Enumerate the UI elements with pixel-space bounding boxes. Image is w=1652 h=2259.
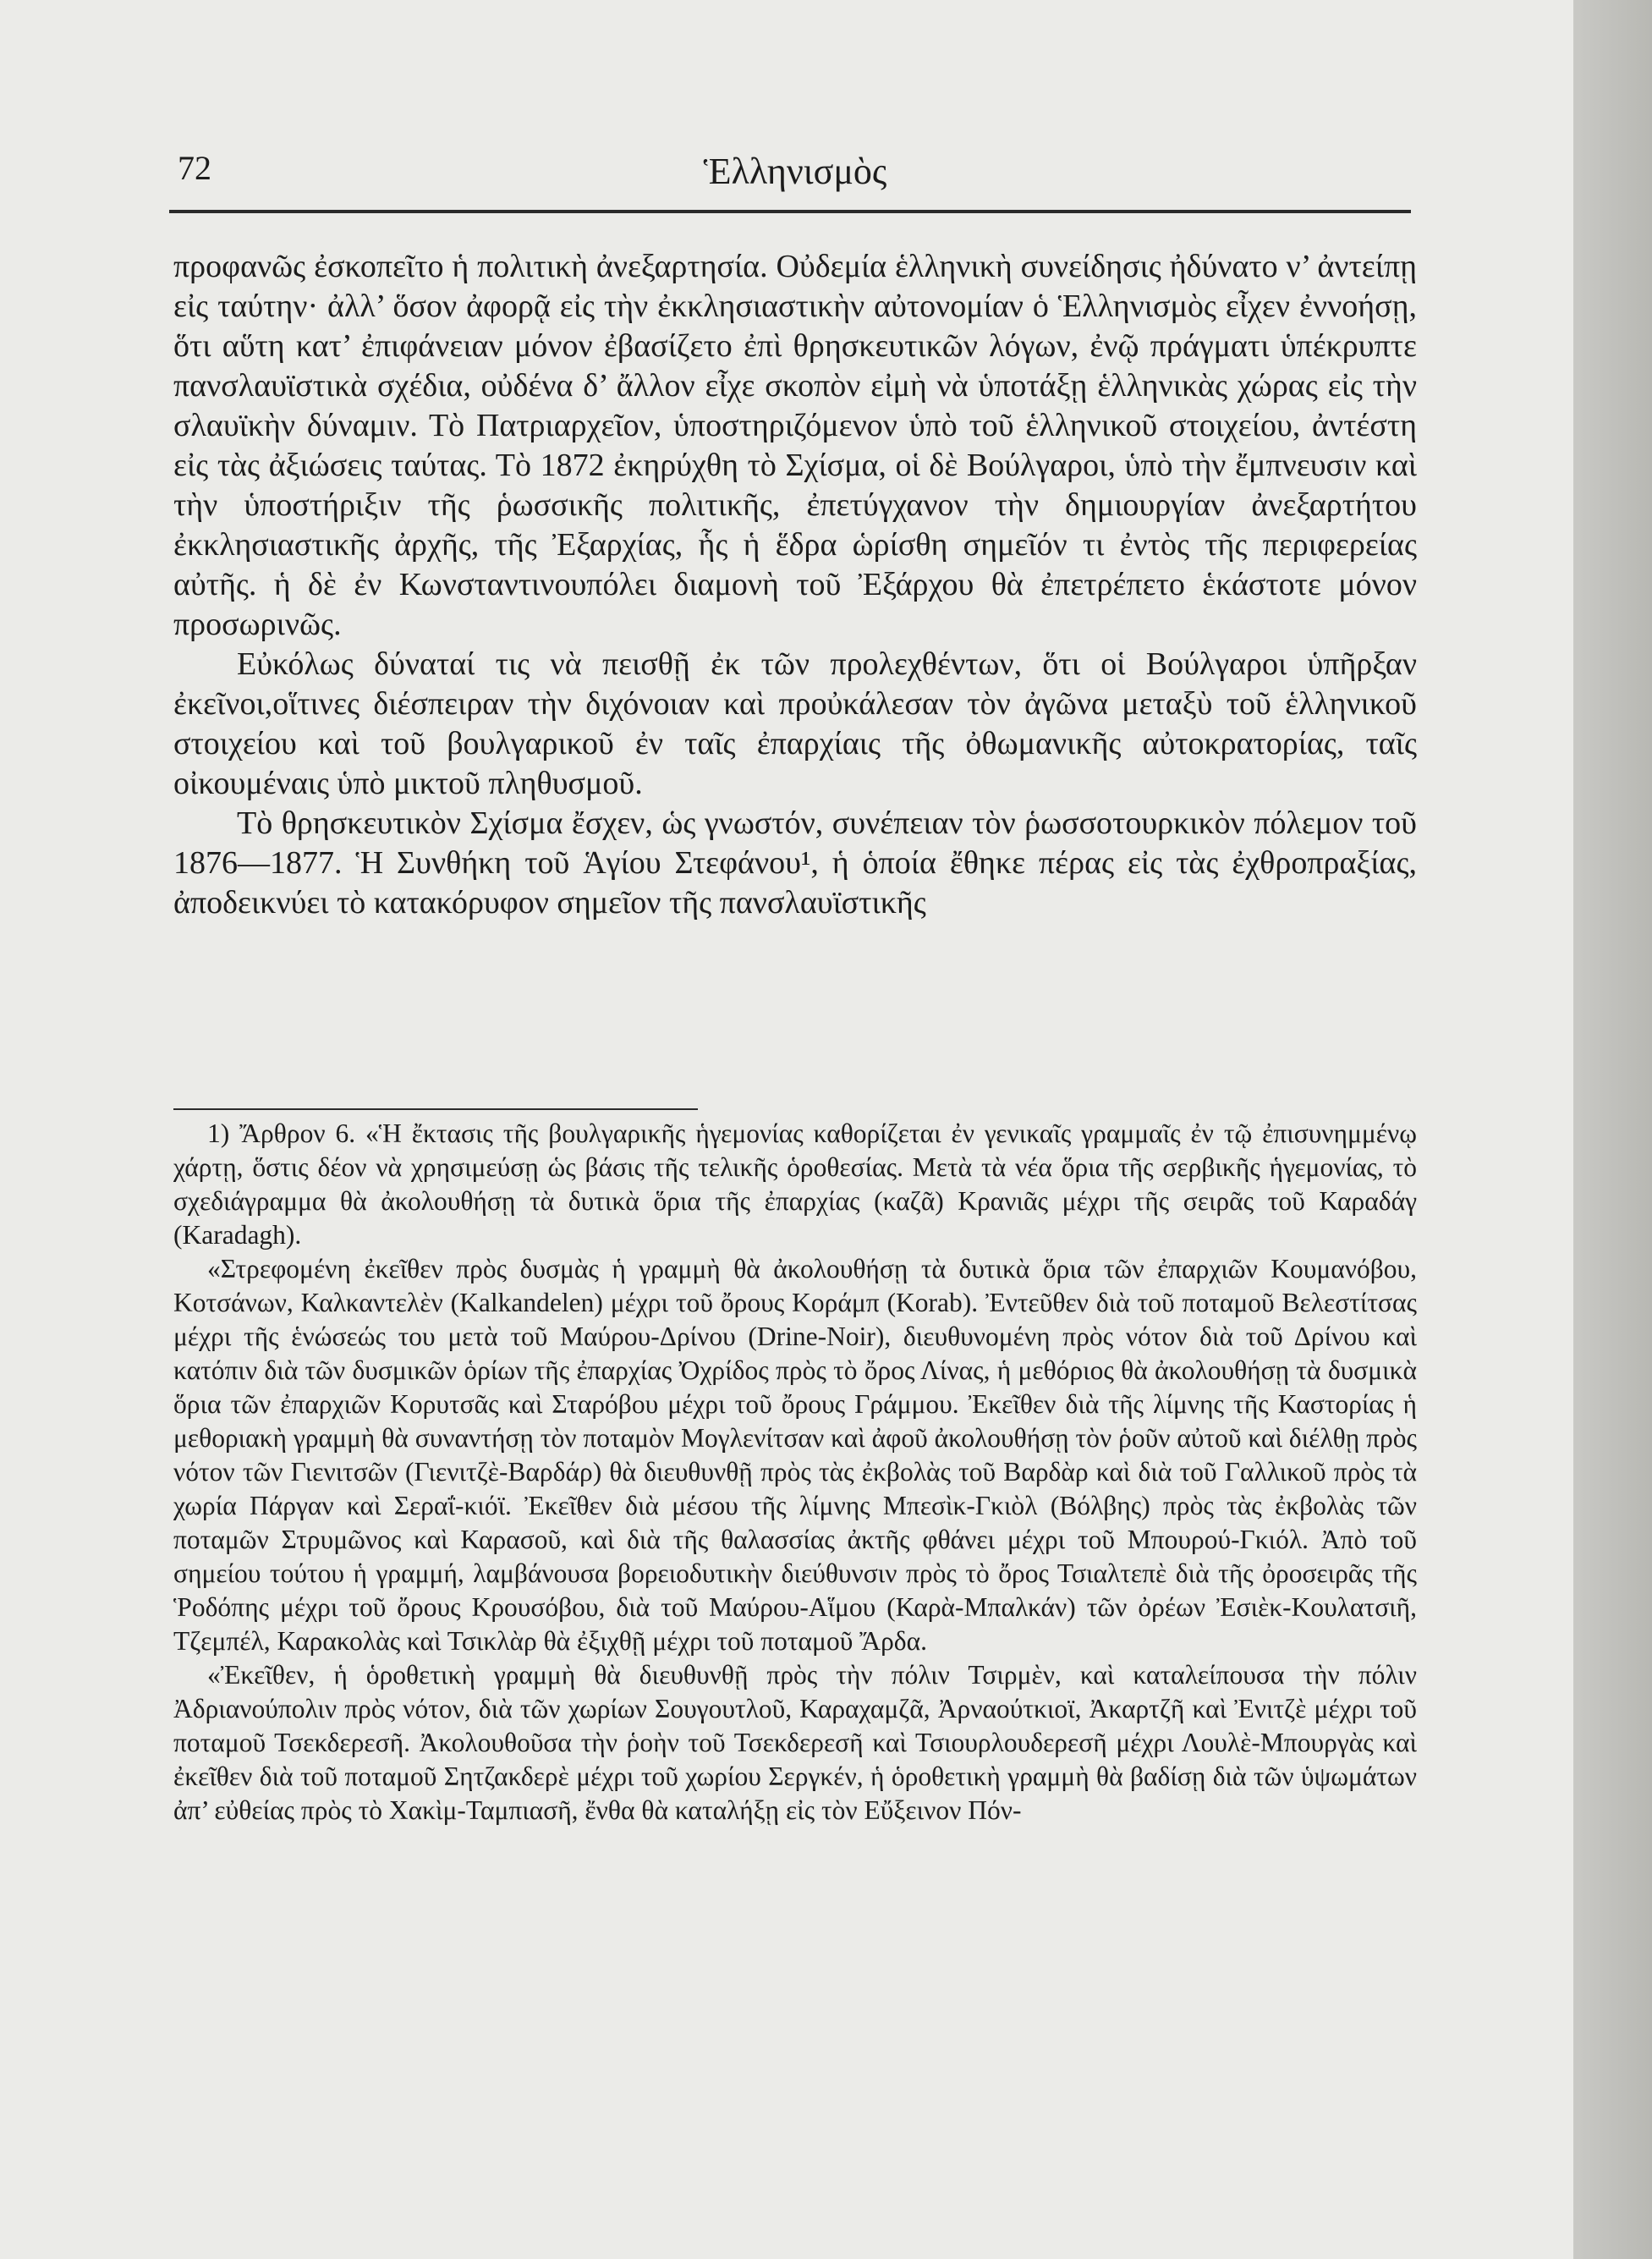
page-edge — [1573, 0, 1652, 2259]
footnote-paragraph-2: «Στρεφομένη ἐκεῖθεν πρὸς δυσμὰς ἡ γραμμὴ θὰ ἀκολουθήσῃ τὰ δυτικὰ ὅρια τῶν ἐπαρχιῶν Κουμανόβου, Κοτσάνων, Καλκαντελὲν (Kalkandelen) μέχρι τοῦ ὄρους Κοράμπ (Korab). Ἐντεῦθεν διὰ τοῦ ποταμοῦ Βελεστίτσας μέχρι τῆς ἑνώσεώς του μετὰ τοῦ Μαύρου-Δρίνου (Drine-Noir), διευθυνομένη πρὸς νότον διὰ τοῦ Δρίνου καὶ κατόπιν διὰ τῶν δυσμικῶν ὁρίων τῆς ἐπαρχίας Ὀχρίδος πρὸς τὸ ὄρος Λίνας, ἡ μεθόριος θὰ ἀκολουθήσῃ τὰ δυσμικὰ ὅρια τῶν ἐπαρχιῶν Κορυτσᾶς καὶ Σταρόβου μέχρι τοῦ ὄρους Γράμμου. Ἐκεῖθεν διὰ τῆς λίμνης τῆς Καστορίας ἡ μεθοριακὴ γραμμὴ θὰ συναντήσῃ τὸν ποταμὸν Μογλενίτσαν καὶ ἀφοῦ ἀκολουθήσῃ τὸν ῥοῦν αὐτοῦ καὶ διέλθῃ πρὸς νότον τῶν Γιενιτσῶν (Γιενιτζὲ-Βαρδάρ) θὰ διευθυνθῇ πρὸς τὰς ἐκβολὰς τοῦ Βαρδὰρ καὶ διὰ τοῦ Γαλλικοῦ πρὸς τὰ χωρία Πάργαν καὶ Σεραΐ-κιόϊ. Ἐκεῖθεν διὰ μέσου τῆς λίμνης Μπεσὶκ-Γκιὸλ (Βόλβης) πρὸς τὰς ἐκβολὰς τῶν ποταμῶν Στρυμῶνος καὶ Καρασοῦ, καὶ διὰ τῆς θαλασσίας ἀκτῆς φθάνει μέχρι τοῦ Μπουρού-Γκιόλ. Ἀπὸ τοῦ σημείου τούτου ἡ γραμμή, λαμβάνουσα βορειοδυτικὴν διεύθυνσιν πρὸς τὸ ὄρος Τσιαλτεπὲ διὰ τῆς ὀροσειρᾶς τῆς Ῥοδόπης μέχρι τοῦ ὄρους Κρουσόβου, διὰ τοῦ Μαύρου-Αἵμου (Καρὰ-Μπαλκάν) τῶν ὀρέων Ἐσιὲκ-Κουλατσιῆ, Τζεμπέλ, Καρακολὰς καὶ Τσικλὰρ θὰ ἐξιχθῇ μέχρι τοῦ ποταμοῦ Ἄρδα. — [173, 1254, 1417, 1656]
main-text — [173, 247, 1417, 923]
body-paragraph-3: Τὸ θρησκευτικὸν Σχίσμα ἔσχεν, ὡς γνωστόν, συνέπειαν τὸν ῥωσσοτουρκικὸν πόλεμον τοῦ 1876—1877. Ἡ Συνθήκη τοῦ Ἁγίου Στεφάνου¹, ἡ ὁποία ἔθηκε πέρας εἰς τὰς ἐχθροπραξίας, ἀποδεικνύει τὸ κατακόρυφον σημεῖον τῆς πανσλαυϊστικῆς — [173, 805, 1417, 921]
body-paragraph-1: προφανῶς ἐσκοπεῖτο ἡ πολιτικὴ ἀνεξαρτησία. Οὐδεμία ἑλληνικὴ συνείδησις ἠδύνατο ν’ ἀντείπῃ εἰς ταύτην· ἀλλ’ ὅσον ἀφορᾷ εἰς τὴν ἐκκλησιαστικὴν αὐτονομίαν ὁ Ἑλληνισμὸς εἶχεν ἐννοήσῃ, ὅτι αὕτη κατ’ ἐπιφάνειαν μόνον ἐβασίζετο ἐπὶ θρησκευτικῶν λόγων, ἐνῷ πράγματι ὑπέκρυπτε πανσλαυϊστικὰ σχέδια, οὐδένα δ’ ἄλλον εἶχε σκοπὸν εἰμὴ νὰ ὑποτάξῃ ἑλληνικὰς χώρας εἰς τὴν σλαυϊκὴν δύναμιν. Τὸ Πατριαρχεῖον, ὑποστηριζόμενον ὑπὸ τοῦ ἑλληνικοῦ στοιχείου, ἀντέστη εἰς τὰς ἀξιώσεις ταύτας. Τὸ 1872 ἐκηρύχθη τὸ Σχίσμα, οἱ δὲ Βούλγαροι, ὑπὸ τὴν ἔμπνευσιν καὶ τὴν ὑποστήριξιν τῆς ῥωσσικῆς πολιτικῆς, ἐπετύγχανον τὴν δημιουργίαν ἀνεξαρτήτου ἐκκλησιαστικῆς ἀρχῆς, τῆς Ἐξαρχίας, ἧς ἡ ἕδρα ὡρίσθη σημεῖόν τι ἐντὸς τῆς περιφερείας αὐτῆς. ἡ δὲ ἐν Κωνσταντινουπόλει διαμονὴ τοῦ Ἐξάρχου θὰ ἐπετρέπετο ἑκάστοτε μόνον προσωρινῶς. — [173, 249, 1417, 642]
page-number: 72 — [178, 149, 211, 187]
page-header — [178, 140, 1413, 199]
footnote-paragraph-3: «Ἐκεῖθεν, ἡ ὁροθετικὴ γραμμὴ θὰ διευθυνθῇ πρὸς τὴν πόλιν Τσιρμὲν, καὶ καταλείπουσα τὴν πόλιν Ἀδριανούπολιν πρὸς νότον, διὰ τῶν χωρίων Σουγουτλοῦ, Καραχαμζᾶ, Ἀρναούτκιοϊ, Ἀκαρτζῆ καὶ Ἐνιτζὲ μέχρι τοῦ ποταμοῦ Τσεκδερεσῆ. Ἀκολουθοῦσα τὴν ῥοὴν τοῦ Τσεκδερεσῆ καὶ Τσιουρλουδερεσῆ μέχρι Λουλὲ-Μπουργὰς καὶ ἐκεῖθεν διὰ τοῦ ποταμοῦ Σητζακδερὲ μέχρι τοῦ χωρίου Σεργκέν, ἡ ὁροθετικὴ γραμμὴ θὰ βαδίσῃ διὰ τῶν ὑψωμάτων ἀπ’ εὐθείας πρὸς τὸ Χακὶμ-Ταμπιασῆ, ἔνθα θὰ καταλήξῃ εἰς τὸν Εὔξεινον Πόν- — [173, 1660, 1417, 1825]
footnote-rule — [173, 1108, 698, 1110]
footnotes — [173, 1117, 1417, 1828]
body-paragraph-2: Εὐκόλως δύναταί τις νὰ πεισθῇ ἐκ τῶν προλεχθέντων, ὅτι οἱ Βούλγαροι ὑπῆρξαν ἐκεῖνοι,οἵτινες διέσπειραν τὴν διχόνοιαν καὶ προὐκάλεσαν τὸν ἀγῶνα μεταξὺ τοῦ ἑλληνικοῦ στοιχείου καὶ τοῦ βουλγαρικοῦ ἐν ταῖς ἐπαρχίαις τῆς ὀθωμανικῆς αὐτοκρατορίας, ταῖς οἰκουμέναις ὑπὸ μικτοῦ πληθυσμοῦ. — [173, 646, 1417, 801]
header-rule — [169, 210, 1411, 213]
running-title: Ἑλληνισμὸς — [703, 151, 887, 192]
footnote-paragraph-1: 1) Ἄρθρον 6. «Ἡ ἔκτασις τῆς βουλγαρικῆς ἡγεμονίας καθορίζεται ἐν γενικαῖς γραμμαῖς ἐν τῷ ἐπισυνημμένῳ χάρτῃ, ὅστις δέον νὰ χρησιμεύσῃ ὡς βάσις τῆς τελικῆς ὁροθεσίας. Μετὰ τὰ νέα ὅρια τῆς σερβικῆς ἡγεμονίας, τὸ σχεδιάγραμμα θὰ ἀκολουθήσῃ τὰ δυτικὰ ὅρια τῆς ἐπαρχίας (καζᾶ) Κρανιᾶς μέχρι τῆς σειρᾶς τοῦ Καραδάγ (Karadagh). — [173, 1119, 1417, 1250]
